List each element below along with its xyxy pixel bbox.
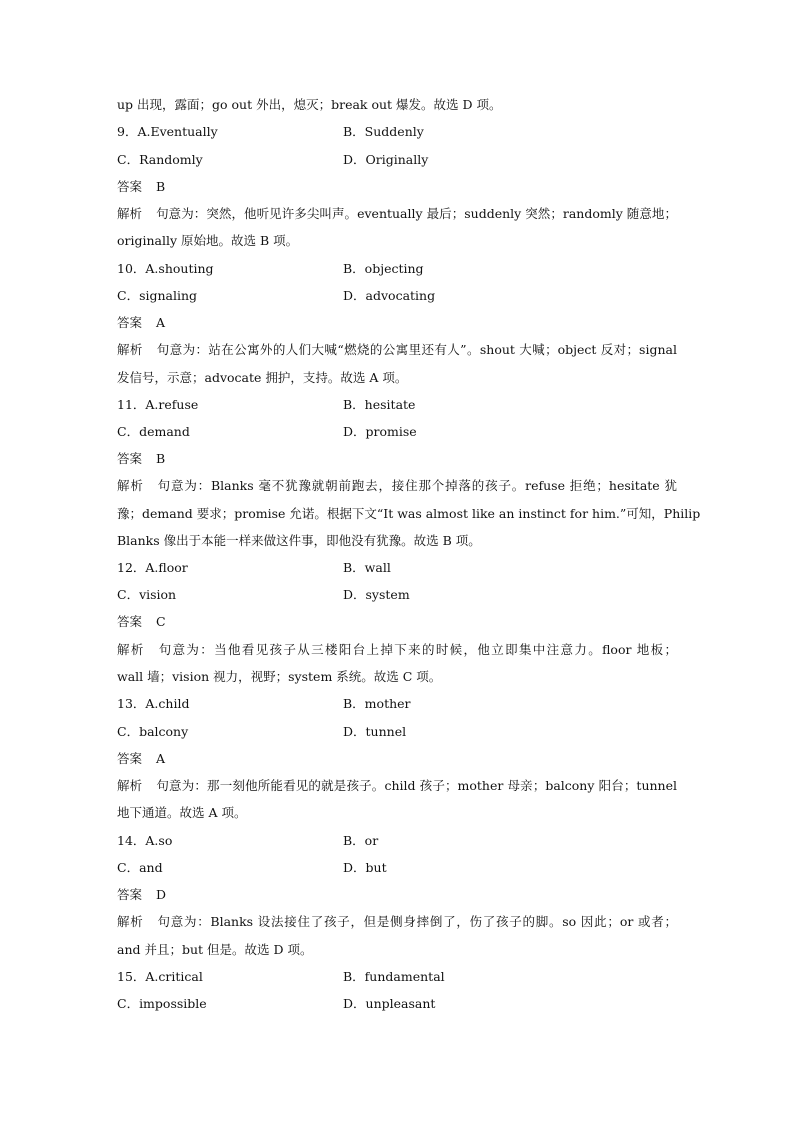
- option-row: [117, 995, 677, 1013]
- option-d: D．tunnel: [343, 724, 407, 739]
- explanation-text: 句意为：当他看见孩子从三楼阳台上掉下来的时候，他立即集中注意力。floor 地板；: [158, 642, 677, 657]
- option-c: C．balcony: [117, 724, 189, 739]
- answer-value: A: [156, 315, 166, 330]
- answer-line: [117, 450, 165, 468]
- option-a: 15．A.critical: [117, 969, 203, 984]
- intro-line: up 出现，露面；go out 外出，熄灭；break out 爆发。故选 D 项。: [117, 97, 502, 112]
- answer-label: 答案: [117, 614, 143, 629]
- option-d: D．advocating: [343, 288, 436, 303]
- analysis-label: 解析: [117, 642, 145, 657]
- option-c: C．demand: [117, 424, 190, 439]
- option-d: D．system: [343, 587, 410, 602]
- explanation-line: Blanks 像出于本能一样来做这件事，即他没有犹豫。故选 B 项。: [117, 533, 481, 548]
- option-b: B．or: [343, 833, 379, 848]
- option-d: D．but: [343, 860, 387, 875]
- answer-value: D: [156, 887, 167, 902]
- answer-line: [117, 886, 166, 904]
- option-c: C．vision: [117, 587, 177, 602]
- explanation-line: 豫；demand 要求；promise 允诺。根据下文“It was almost like an instinct for him.”可知，Philip: [117, 506, 701, 521]
- answer-line: [117, 314, 165, 332]
- explanation-line: 地下通道。故选 A 项。: [117, 805, 247, 820]
- explanation-line: wall 墙；vision 视力，视野；system 系统。故选 C 项。: [117, 669, 442, 684]
- explanation-line: [117, 777, 677, 795]
- answer-label: 答案: [117, 751, 143, 766]
- explanation-line: [117, 913, 677, 931]
- analysis-label: 解析: [117, 914, 144, 929]
- option-c: C．Randomly: [117, 152, 203, 167]
- option-a: 10．A.shouting: [117, 261, 214, 276]
- option-row: [117, 151, 677, 169]
- explanation-line: [117, 205, 677, 223]
- analysis-label: 解析: [117, 778, 143, 793]
- explanation-line: and 并且；but 但是。故选 D 项。: [117, 942, 313, 957]
- analysis-label: 解析: [117, 342, 143, 357]
- option-a: 14．A.so: [117, 833, 173, 848]
- option-b: B．mother: [343, 696, 411, 711]
- option-d: D．promise: [343, 424, 417, 439]
- option-a: 12．A.floor: [117, 560, 188, 575]
- explanation-line: [117, 341, 677, 359]
- option-row: [117, 423, 677, 441]
- explanation-line: originally 原始地。故选 B 项。: [117, 233, 299, 248]
- option-c: C．impossible: [117, 996, 207, 1011]
- option-b: B．Suddenly: [343, 124, 424, 139]
- answer-label: 答案: [117, 315, 143, 330]
- option-d: D．Originally: [343, 152, 429, 167]
- option-c: C．signaling: [117, 288, 198, 303]
- option-c: C．and: [117, 860, 163, 875]
- explanation-text: 句意为：Blanks 设法接住了孩子，但是侧身摔倒了，伤了孩子的脚。so 因此；or 或者；: [157, 914, 677, 929]
- explanation-line: 发信号，示意；advocate 拥护，支持。故选 A 项。: [117, 370, 408, 385]
- explanation-text: 句意为：那一刻他所能看见的就是孩子。child 孩子；mother 母亲；balcony 阳台；tunnel: [156, 778, 677, 793]
- option-row: [117, 832, 677, 850]
- analysis-label: 解析: [117, 478, 144, 493]
- option-b: B．fundamental: [343, 969, 445, 984]
- option-row: [117, 695, 677, 713]
- option-a: 11．A.refuse: [117, 397, 199, 412]
- answer-value: A: [156, 751, 166, 766]
- option-row: [117, 260, 677, 278]
- explanation-text: 句意为：突然，他听见许多尖叫声。eventually 最后；suddenly 突然；randomly 随意地；: [156, 206, 677, 221]
- option-b: B．objecting: [343, 261, 424, 276]
- option-row: [117, 968, 677, 986]
- option-row: [117, 586, 677, 604]
- option-row: [117, 859, 677, 877]
- analysis-label: 解析: [117, 206, 143, 221]
- option-row: [117, 723, 677, 741]
- answer-label: 答案: [117, 451, 143, 466]
- answer-line: [117, 178, 165, 196]
- option-row: [117, 396, 677, 414]
- answer-value: C: [156, 614, 166, 629]
- explanation-text: 句意为：站在公寓外的人们大喊“燃烧的公寓里还有人”。shout 大喊；object 反对；signal: [156, 342, 677, 357]
- explanation-line: [117, 641, 677, 659]
- option-row: [117, 287, 677, 305]
- option-b: B．wall: [343, 560, 391, 575]
- explanation-line: [117, 477, 677, 495]
- option-a: 9．A.Eventually: [117, 124, 218, 139]
- option-row: [117, 123, 677, 141]
- option-a: 13．A.child: [117, 696, 190, 711]
- answer-value: B: [156, 451, 166, 466]
- option-b: B．hesitate: [343, 397, 416, 412]
- answer-label: 答案: [117, 179, 143, 194]
- option-row: [117, 559, 677, 577]
- answer-label: 答案: [117, 887, 143, 902]
- answer-value: B: [156, 179, 166, 194]
- answer-line: [117, 613, 166, 631]
- answer-line: [117, 750, 165, 768]
- explanation-text: 句意为：Blanks 毫不犹豫就朝前跑去，接住那个掉落的孩子。refuse 拒绝；hesitate 犹: [157, 478, 677, 493]
- option-d: D．unpleasant: [343, 996, 436, 1011]
